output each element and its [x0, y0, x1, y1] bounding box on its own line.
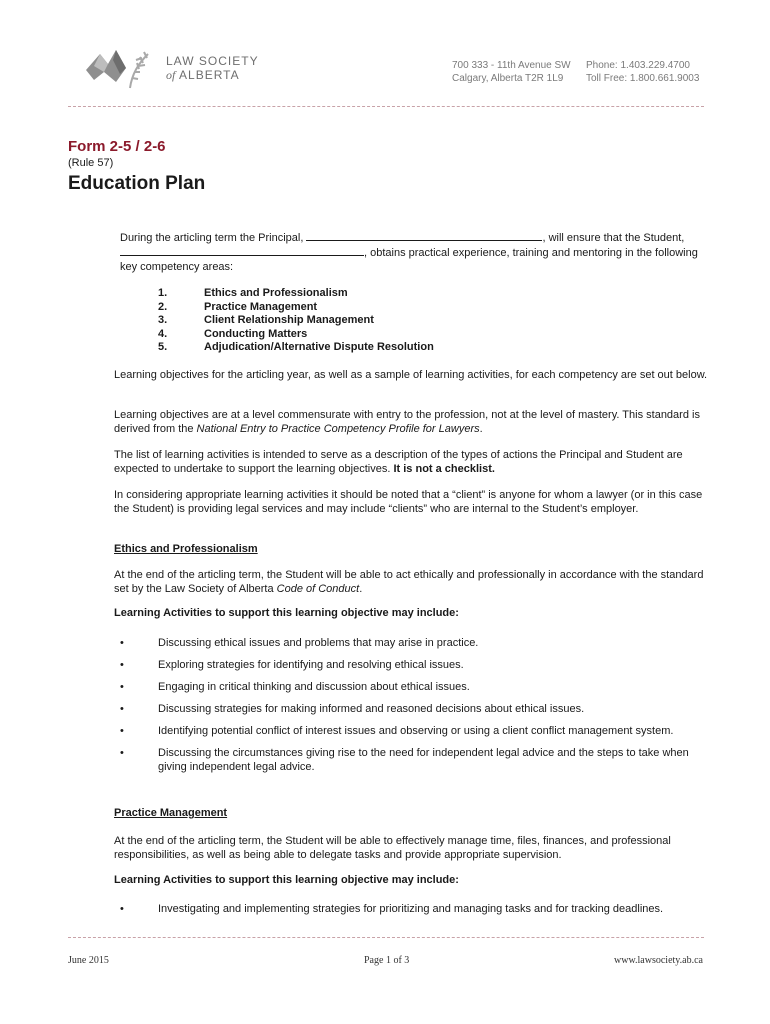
list-item: [120, 746, 706, 774]
address-line1: 700 333 - 11th Avenue SW: [452, 60, 571, 71]
paragraph-client: In considering appropriate learning activities it should be noted that a “client” is anyone for whom a lawyer (or in this case the Student) is providing legal services and may include “clients” who are internal to the Student’s employer.: [114, 489, 703, 515]
competency-label: Client Relationship Management: [204, 314, 374, 326]
phone-block: [586, 59, 699, 85]
not-a-checklist-note: It is not a checklist.: [393, 463, 495, 475]
bullet-icon: •: [120, 903, 124, 915]
practice-objective: At the end of the articling term, the Student will be able to effectively manage time, files, finances, and professional responsibilities, as well as being able to delegate tasks and provide appropriate supervision.: [114, 835, 671, 861]
list-item: [120, 636, 706, 650]
ethics-objective: [114, 568, 708, 596]
principal-name-blank[interactable]: [306, 230, 542, 241]
document-title: Education Plan: [68, 173, 206, 194]
competency-number: 1.: [158, 287, 168, 299]
activity-text: Engaging in critical thinking and discussion about ethical issues.: [158, 681, 470, 693]
competency-number: 5.: [158, 341, 168, 353]
paragraph-level-text: Learning objectives are at a level commensurate with entry to the profession, not at the level of mastery. This standard is derived from the: [114, 409, 700, 435]
activity-text: Discussing ethical issues and problems that may arise in practice.: [158, 637, 479, 649]
bullet-icon: •: [120, 681, 124, 693]
competency-label: Ethics and Professionalism: [204, 287, 348, 299]
practice-activities-label: Learning Activities to support this learning objective may include:: [114, 874, 459, 886]
intro-part1: During the articling term the Principal,: [120, 232, 304, 244]
bullet-icon: •: [120, 659, 124, 671]
list-item: [120, 680, 706, 694]
footer-website[interactable]: www.lawsociety.ab.ca: [614, 955, 703, 966]
paragraph-activities-text: The list of learning activities is intended to serve as a description of the types of actions the Principal and Student are expected to undertake to support the learning objectives.: [114, 449, 683, 475]
footer-divider: [68, 937, 704, 938]
footer-page-number: Page 1 of 3: [364, 955, 410, 966]
paragraph-level: [114, 408, 708, 436]
intro-part2: , will ensure that the Student,: [542, 232, 685, 244]
address-block: [452, 59, 571, 85]
logo-line1: LAW SOCIETY: [166, 54, 259, 68]
law-society-logo: [86, 44, 286, 94]
competency-label: Practice Management: [204, 300, 318, 313]
phone-number: Phone: 1.403.229.4700: [586, 60, 690, 71]
competency-item: [158, 287, 434, 301]
logo-line2: [166, 68, 259, 82]
code-of-conduct-title: Code of Conduct: [276, 583, 360, 595]
intro-paragraph: [120, 230, 706, 274]
paragraph-objectives: Learning objectives for the articling year, as well as a sample of learning activities, for each competency are set out below.: [114, 369, 708, 381]
mountain-logo-icon: [86, 44, 166, 94]
ethics-objective-end: .: [359, 583, 363, 595]
intro-part3: , obtains practical experience, training and mentoring in the following key competency areas:: [120, 247, 698, 273]
bullet-icon: •: [120, 637, 124, 649]
competency-item: [158, 314, 434, 328]
activity-text: Discussing strategies for making informed and reasoned decisions about ethical issues.: [158, 703, 585, 715]
header-divider: [68, 106, 704, 107]
ethics-objective-text: At the end of the articling term, the Student will be able to act ethically and professionally in accordance with the standard set by the Law Society of Alberta: [114, 569, 704, 595]
competency-item: [158, 301, 434, 315]
logo-alberta: ALBERTA: [179, 68, 240, 82]
competency-list: [158, 287, 434, 355]
ethics-heading: Ethics and Professionalism: [114, 543, 258, 555]
list-item: [120, 702, 706, 716]
bullet-icon: •: [120, 703, 124, 715]
ethics-activities-label: Learning Activities to support this learning objective may include:: [114, 607, 459, 619]
bullet-icon: •: [120, 747, 124, 759]
competency-profile-title: National Entry to Practice Competency Profile for Lawyers: [196, 423, 480, 435]
logo-of: of: [166, 68, 176, 82]
competency-item: [158, 341, 434, 355]
competency-label: Adjudication/Alternative Dispute Resolution: [204, 341, 434, 353]
list-item: [120, 902, 706, 916]
toll-free-number: Toll Free: 1.800.661.9003: [586, 73, 700, 84]
paragraph-level-end: .: [479, 423, 483, 435]
rule-reference: (Rule 57): [68, 157, 114, 169]
bullet-icon: •: [120, 725, 124, 737]
practice-activity-list: [120, 902, 706, 916]
competency-label: Conducting Matters: [204, 327, 308, 340]
student-name-blank[interactable]: [120, 245, 364, 256]
footer-date: June 2015: [68, 955, 109, 966]
activity-text: Discussing the circumstances giving rise to the need for independent legal advice and the steps to take when giving independent legal advice.: [158, 747, 689, 773]
practice-heading: Practice Management: [114, 807, 228, 819]
activity-text: Investigating and implementing strategies for prioritizing and managing tasks and for tracking deadlines.: [158, 903, 664, 915]
paragraph-activities: [114, 448, 708, 476]
form-number: Form 2-5 / 2-6: [68, 138, 166, 155]
competency-item: [158, 328, 434, 342]
competency-number: 2.: [158, 300, 168, 313]
activity-text: Identifying potential conflict of interest issues and observing or using a client conflict management system.: [158, 725, 674, 737]
competency-number: 3.: [158, 314, 168, 326]
activity-text: Exploring strategies for identifying and resolving ethical issues.: [158, 659, 464, 671]
logo-wordmark: [166, 54, 259, 82]
list-item: [120, 724, 706, 738]
list-item: [120, 658, 706, 672]
competency-number: 4.: [158, 327, 168, 340]
address-line2: Calgary, Alberta T2R 1L9: [452, 73, 564, 84]
ethics-activity-list: [120, 636, 706, 774]
